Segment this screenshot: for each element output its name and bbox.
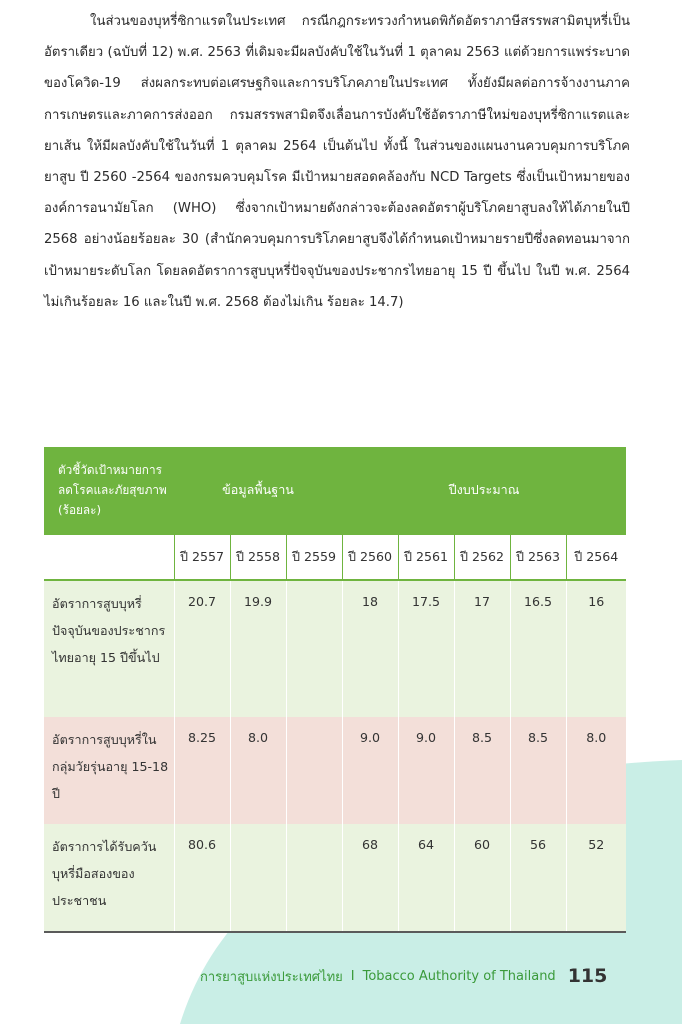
cell-value: 60 bbox=[454, 824, 510, 931]
table-row bbox=[44, 824, 626, 931]
header-indicator: ตัวชี้วัดเป้าหมายการลดโรคและภัยสุขภาพ (ร้อยละ) bbox=[44, 447, 174, 534]
year-header: ปี 2563 bbox=[510, 534, 566, 580]
cell-value: 16 bbox=[566, 580, 626, 717]
cell-value bbox=[230, 824, 286, 931]
row-label: อัตราการสูบบุหรี่ปัจจุบันของประชากรไทยอายุ 15 ปีขึ้นไป bbox=[44, 580, 174, 717]
cell-value: 17.5 bbox=[398, 580, 454, 717]
year-header: ปี 2558 bbox=[230, 534, 286, 580]
cell-value bbox=[286, 580, 342, 717]
header-budget-year: ปีงบประมาณ bbox=[342, 447, 626, 534]
year-header: ปี 2562 bbox=[454, 534, 510, 580]
year-header: ปี 2561 bbox=[398, 534, 454, 580]
row-label: อัตราการสูบบุหรี่ในกลุ่มวัยรุ่นอายุ 15-18 ปี bbox=[44, 717, 174, 824]
cell-value: 52 bbox=[566, 824, 626, 931]
footer-separator: I bbox=[350, 968, 355, 984]
year-header: ปี 2559 bbox=[286, 534, 342, 580]
cell-value: 18 bbox=[342, 580, 398, 717]
footer-org-thai: การยาสูบแห่งประเทศไทย bbox=[200, 969, 343, 985]
cell-value: 8.0 bbox=[230, 717, 286, 824]
cell-value: 8.25 bbox=[174, 717, 230, 824]
table-row bbox=[44, 717, 626, 824]
targets-table bbox=[44, 447, 626, 931]
cell-value: 16.5 bbox=[510, 580, 566, 717]
year-header: ปี 2564 bbox=[566, 534, 626, 580]
year-header: ปี 2560 bbox=[342, 534, 398, 580]
page-number: 115 bbox=[567, 965, 608, 987]
table-bottom-rule bbox=[44, 931, 626, 933]
cell-value: 80.6 bbox=[174, 824, 230, 931]
cell-value: 8.5 bbox=[510, 717, 566, 824]
cell-value: 9.0 bbox=[342, 717, 398, 824]
cell-value: 17 bbox=[454, 580, 510, 717]
table-row bbox=[44, 580, 626, 717]
cell-value: 20.7 bbox=[174, 580, 230, 717]
cell-value: 9.0 bbox=[398, 717, 454, 824]
cell-value: 19.9 bbox=[230, 580, 286, 717]
page-footer bbox=[200, 965, 607, 987]
header-baseline: ข้อมูลพื้นฐาน bbox=[174, 447, 342, 534]
targets-table-container bbox=[44, 447, 626, 933]
cell-value: 68 bbox=[342, 824, 398, 931]
cell-value: 8.0 bbox=[566, 717, 626, 824]
body-paragraph: ในส่วนของบุหรี่ซิกาแรตในประเทศ กรณีกฎกระทรวงกำหนดพิกัดอัตราภาษีสรรพสามิตบุหรี่เป็นอัตราเดียว (ฉบับที่ 12) พ.ศ. 2563 ที่เดิมจะมีผลบังคับใช้ในวันที่ 1 ตุลาคม 2563 แต่ด้วยการแพร่ระบาดของโควิด-19 ส่งผลกระทบต่อเศรษฐกิจและการบริโภคภายในประเทศ ทั้งยังมีผลต่อการจ้างงานภาคการเกษตรและภาคการส่งออก กรมสรรพสามิตจึงเลื่อนการบังคับใช้อัตราภาษีใหม่ของบุหรี่ซิกาแรตและยาเส้น ให้มีผลบังคับใช้ในวันที่ 1 ตุลาคม 2564 เป็นต้นไป ทั้งนี้ ในส่วนของแผนงานควบคุมการบริโภคยาสูบ ปี 2560 -2564 ของกรมควบคุมโรค มีเป้าหมายสอดคล้องกับ NCD Targets ซึ่งเป็นเป้าหมายขององค์การอนามัยโลก (WHO) ซึ่งจากเป้าหมายดังกล่าวจะต้องลดอัตราผู้บริโภคยาสูบลงให้ได้ภายในปี 2568 อย่างน้อยร้อยละ 30 (สำนักควบคุมการบริโภคยาสูบจึงได้กำหนดเป้าหมายรายปีซึ่งลดทอนมาจากเป้าหมายระดับโลก โดยลดอัตราการสูบบุหรี่ปัจจุบันของประชากรไทยอายุ 15 ปี ขึ้นไป ในปี พ.ศ. 2564 ไม่เกินร้อยละ 16 และในปี พ.ศ. 2568 ต้องไม่เกิน ร้อยละ 14.7) bbox=[44, 14, 630, 310]
cell-value bbox=[286, 717, 342, 824]
footer-org-english: Tobacco Authority of Thailand bbox=[362, 968, 556, 984]
year-header: ปี 2557 bbox=[174, 534, 230, 580]
cell-value: 8.5 bbox=[454, 717, 510, 824]
cell-value: 64 bbox=[398, 824, 454, 931]
cell-value: 56 bbox=[510, 824, 566, 931]
year-header-empty bbox=[44, 534, 174, 580]
row-label: อัตราการได้รับควันบุหรี่มือสองของประชาชน bbox=[44, 824, 174, 931]
cell-value bbox=[286, 824, 342, 931]
